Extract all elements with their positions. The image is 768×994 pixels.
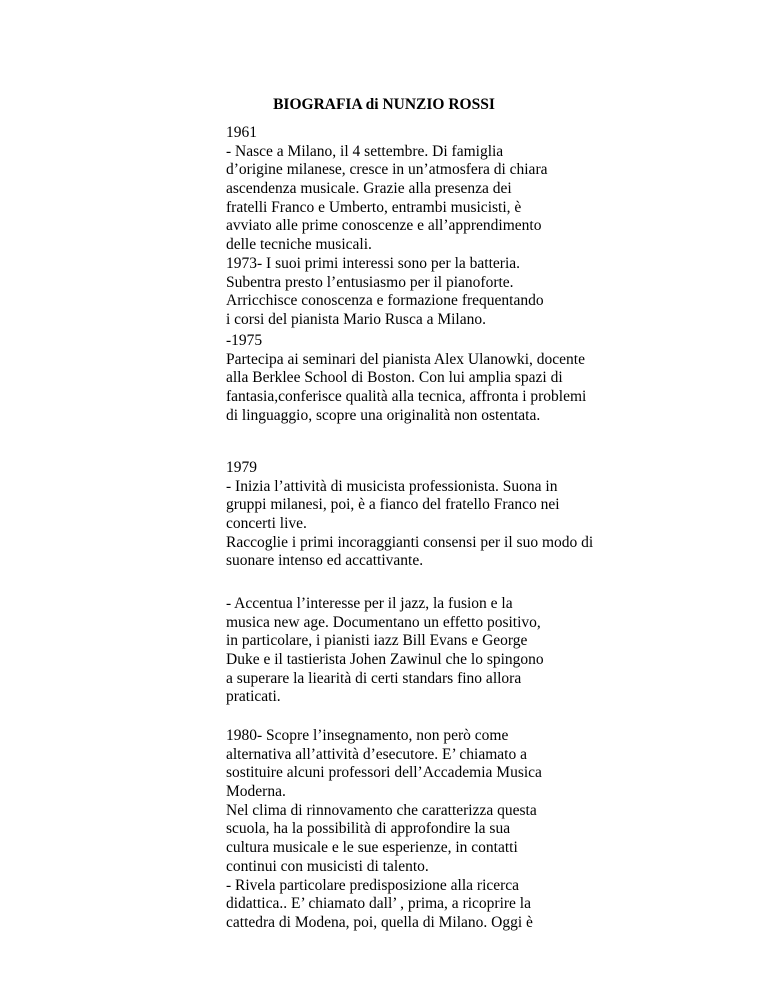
text-line: cultura musicale e le sue esperienze, in contatti xyxy=(226,839,518,857)
text-line: ascendenza musicale. Grazie alla presenza dei xyxy=(226,180,512,198)
text-line: didattica.. E’ chiamato dall’ , prima, a ricoprire la xyxy=(226,895,531,913)
text-line: fratelli Franco e Umberto, entrambi musicisti, è xyxy=(226,198,522,216)
document-title: BIOGRAFIA di NUNZIO ROSSI xyxy=(273,96,495,113)
text-line: gruppi milanesi, poi, è a fianco del fratello Franco nei xyxy=(226,496,560,514)
text-line: a superare la liearità di certi standars fino allora xyxy=(226,669,522,687)
text-line: - Accentua l’interesse per il jazz, la fusion e la xyxy=(226,595,513,612)
text-line: -1975 xyxy=(226,332,263,349)
text-line: concerti live. xyxy=(226,515,307,533)
text-line: alla Berklee School di Boston. Con lui amplia spazi di xyxy=(226,369,563,387)
text-line: Partecipa ai seminari del pianista Alex Ulanowki, docente xyxy=(226,350,585,368)
text-line: Raccoglie i primi incoraggianti consensi per il suo modo di xyxy=(226,533,594,551)
text-line: di linguaggio, scopre una originalità non ostentata. xyxy=(226,406,541,424)
text-line: - Inizia l’attività di musicista professionista. Suona in xyxy=(226,477,558,495)
text-line: Nel clima di rinnovamento che caratterizza questa xyxy=(226,801,537,819)
text-line: - Rivela particolare predisposizione alla ricerca xyxy=(226,876,520,894)
text-line: scuola, ha la possibilità di approfondire la sua xyxy=(226,820,511,838)
text-line: - Nasce a Milano, il 4 settembre. Di famiglia xyxy=(226,142,504,160)
text-line: praticati. xyxy=(226,688,281,706)
paragraph-jazz xyxy=(226,595,544,707)
text-line: cattedra di Modena, poi, quella di Milano. Oggi è xyxy=(226,913,533,931)
text-line: 1961 xyxy=(226,124,257,141)
text-line: d’origine milanese, cresce in un’atmosfera di chiara xyxy=(226,161,548,179)
text-line: sostituire alcuni professori dell’Accademia Musica xyxy=(226,764,542,782)
text-line: musica new age. Documentano un effetto positivo, xyxy=(226,613,541,631)
text-line: continui con musicisti di talento. xyxy=(226,857,429,875)
text-line: alternativa all’attività d’esecutore. E’ chiamato a xyxy=(226,745,527,763)
paragraph-1975 xyxy=(226,332,586,425)
paragraph-1980 xyxy=(226,727,542,933)
text-line: Duke e il tastierista Johen Zawinul che lo spingono xyxy=(226,651,544,669)
paragraph-1961 xyxy=(226,124,547,330)
text-line: 1980- Scopre l’insegnamento, non però come xyxy=(226,727,509,744)
text-line: Subentra presto l’entusiasmo per il pianoforte. xyxy=(226,273,514,291)
text-line: 1979 xyxy=(226,459,257,476)
text-line: in particolare, i pianisti iazz Bill Evans e George xyxy=(226,632,528,650)
text-line: Moderna. xyxy=(226,783,286,801)
paragraph-1979 xyxy=(226,459,593,571)
text-line: 1973- I suoi primi interessi sono per la batteria. xyxy=(226,254,521,272)
text-line: suonare intenso ed accattivante. xyxy=(226,552,424,570)
text-line: fantasia,conferisce qualità alla tecnica, affronta i problemi xyxy=(226,388,587,406)
text-line: avviato alle prime conoscenze e all’apprendimento xyxy=(226,217,542,235)
text-line: Arricchisce conoscenza e formazione frequentando xyxy=(226,292,544,310)
text-line: i corsi del pianista Mario Rusca a Milano. xyxy=(226,310,486,328)
text-line: delle tecniche musicali. xyxy=(226,236,372,254)
